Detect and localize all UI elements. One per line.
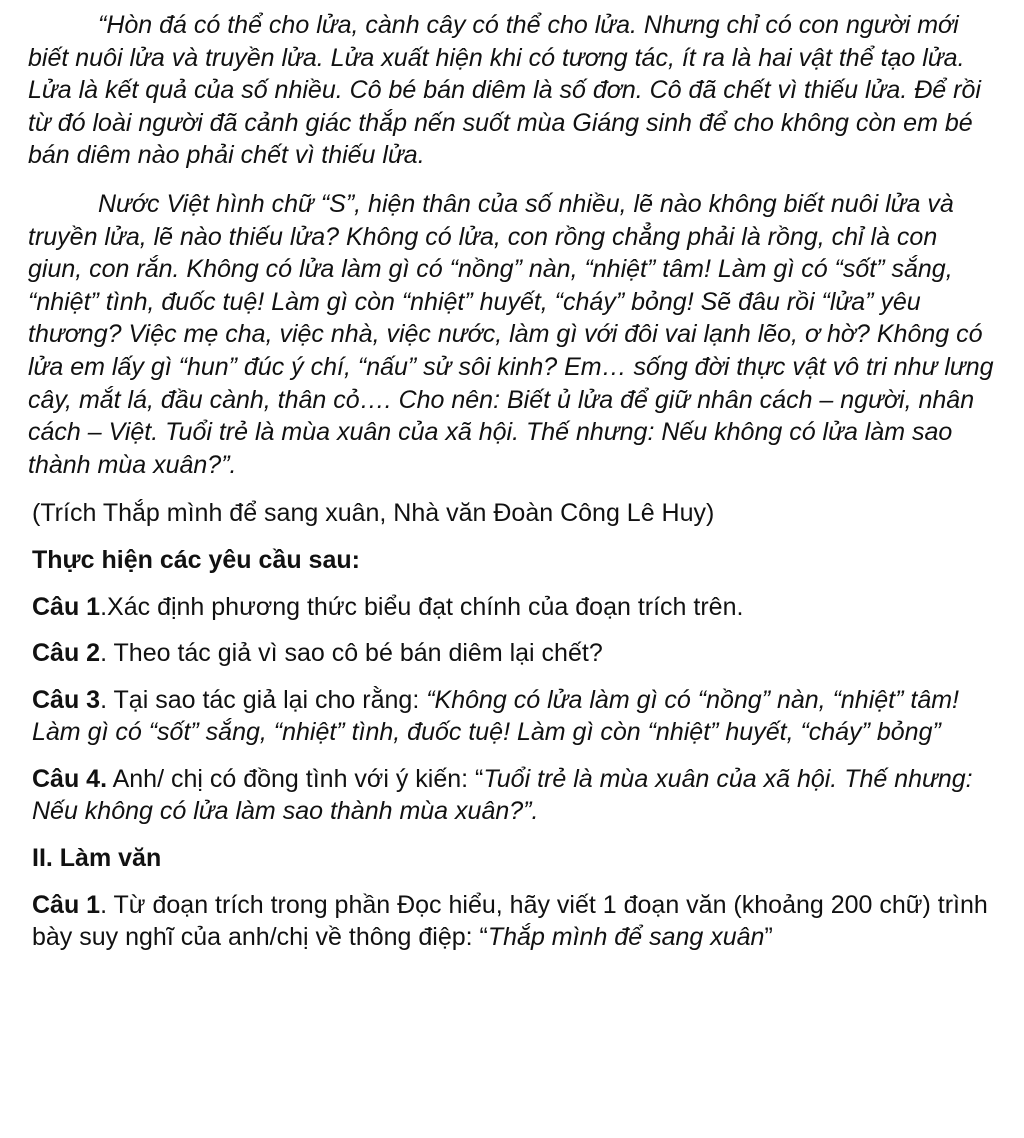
section-2-title: II. Làm văn (32, 844, 162, 873)
question-1 (32, 591, 998, 624)
tasks-title: Thực hiện các yêu cầu sau: (32, 545, 360, 574)
question-2 (32, 637, 998, 670)
question-text: . Theo tác giả vì sao cô bé bán diêm lại chết? (100, 639, 603, 668)
question-label: Câu 1 (32, 592, 101, 621)
question-quote: Thắp mình để sang xuân (487, 923, 765, 952)
question-label: Câu 2 (32, 639, 101, 668)
partial-heading (28, 0, 998, 6)
question-label: Câu 3 (32, 685, 101, 714)
passage-paragraph-2: Nước Việt hình chữ “S”, hiện thân của số nhiều, lẽ nào không biết nuôi lửa và truyền lửa, lẽ nào thiếu lửa? Không có lửa, con rồng chẳng phải là rồng, chỉ là con giun, con rắn. Không có lửa làm gì có “nồng” nàn, “nhiệt” tâm! Làm gì có “sốt” sắng, “nhiệt” tình, đuốc tuệ! Làm gì còn “nhiệt” huyết, “cháy” bỏng! Sẽ đâu rồi “lửa” yêu thương? Việc mẹ cha, việc nhà, việc nước, làm gì với đôi vai lạnh lẽo, ơ hờ? Không có lửa em lấy gì “hun” đúc ý chí, “nấu” sử sôi kinh? Em… sống đời thực vật vô tri như lưng cây, mắt lá, đầu cành, thân cỏ…. Cho nên: Biết ủ lửa để giữ nhân cách – người, nhân cách – Việt. Tuổi trẻ là mùa xuân của xã hội. Thế nhưng: Nếu không có lửa làm sao thành mùa xuân?”. (28, 189, 994, 479)
question-text: .Xác định phương thức biểu đạt chính của đoạn trích trên. (100, 592, 744, 621)
passage-source: (Trích Thắp mình để sang xuân, Nhà văn Đoàn Công Lê Huy) (32, 499, 715, 528)
question-label: Câu 1 (32, 890, 101, 919)
question-quote-end: ” (764, 923, 773, 952)
passage-paragraph-1: “Hòn đá có thể cho lửa, cành cây có thể cho lửa. Nhưng chỉ có con người mới biết nuôi lửa và truyền lửa. Lửa xuất hiện khi có tương tác, ít ra là hai vật thể tạo lửa. Lửa là kết quả của số nhiều. Cô bé bán diêm là số đơn. Cô đã chết vì thiếu lửa. Để rồi từ đó loài người đã cảnh giác thắp nến suốt mùa Giáng sinh để cho không còn em bé bán diêm nào phải chết vì thiếu lửa. (28, 11, 981, 170)
question-quote: Tuổi trẻ là mùa xuân của xã hội. Thế nhưng: Nếu không có lửa làm sao thành mùa xuân?”. (32, 764, 973, 826)
question-4 (32, 763, 998, 828)
question-quote: “Không có lửa làm gì có “nồng” nàn, “nhiệt” tâm! Làm gì có “sốt” sắng, “nhiệt” tình, đuốc tuệ! Làm gì còn “nhiệt” huyết, “cháy” bỏng” (32, 685, 959, 747)
writing-question-1 (32, 889, 998, 954)
question-3 (32, 684, 998, 749)
document-page (28, 0, 998, 954)
question-text: . Từ đoạn trích trong phần Đọc hiểu, hãy viết 1 đoạn văn (khoảng 200 chữ) trình bày suy nghĩ của anh/chị về thông điệp: “ (32, 890, 988, 952)
question-text: Anh/ chị có đồng tình với ý kiến: “ (107, 764, 484, 793)
question-text: . Tại sao tác giả lại cho rằng: (100, 685, 427, 714)
question-label: Câu 4. (32, 764, 108, 793)
